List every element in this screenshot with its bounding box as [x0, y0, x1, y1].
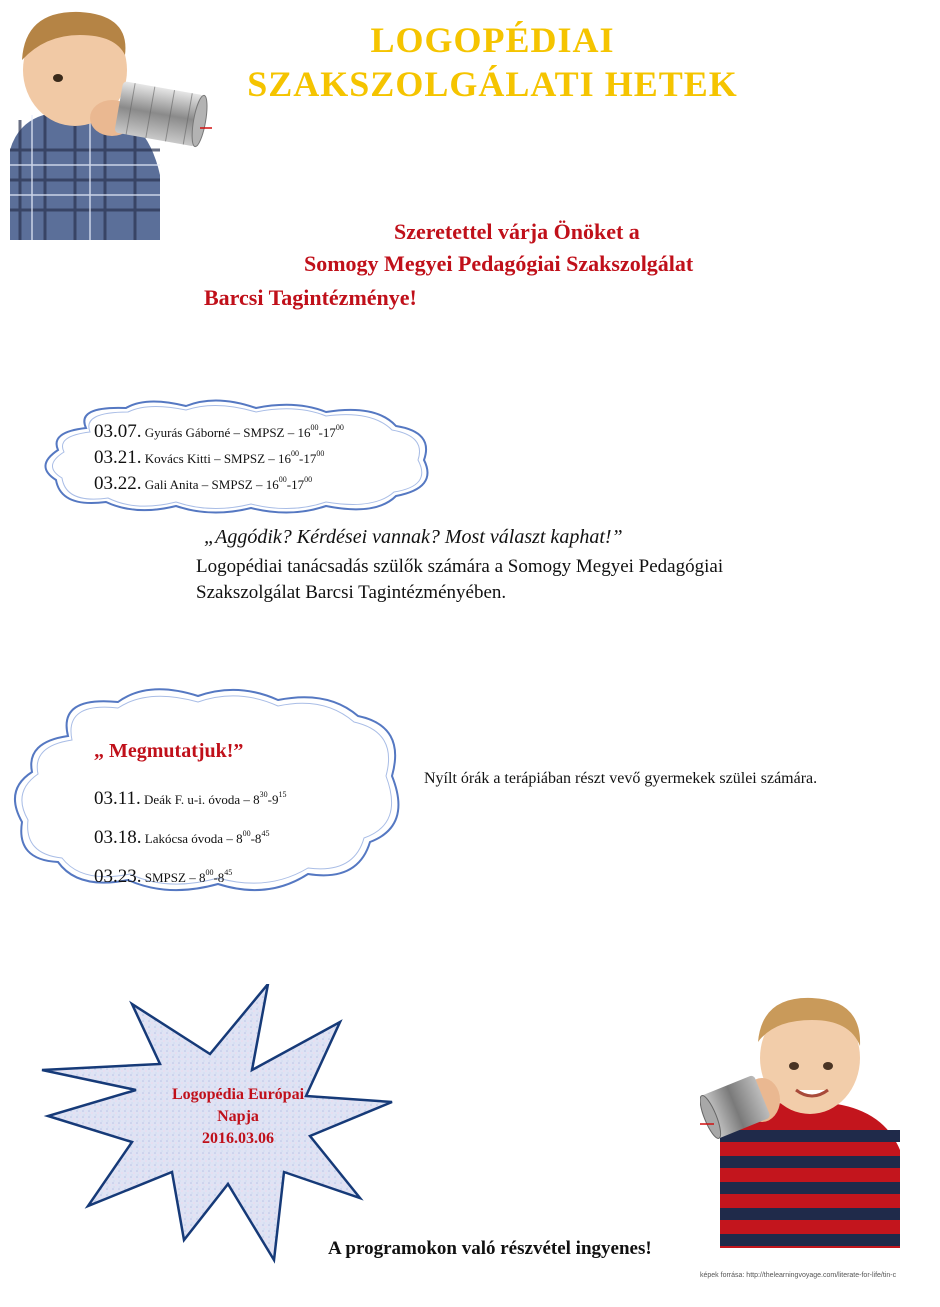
time-sup: 00 — [310, 423, 319, 432]
title-line-2: SZAKSZOLGÁLATI HETEK — [247, 64, 738, 104]
entry-text: Gali Anita – SMPSZ – 16 — [144, 477, 279, 492]
entry-date: 03.07. — [94, 421, 142, 442]
image-credit: képek forrása: http://thelearningvoyage.com/literate-for-life/tin-c — [700, 1272, 897, 1279]
time-sup: 00 — [242, 829, 251, 838]
time-sup: 45 — [261, 829, 270, 838]
star-line-1: Logopédia Európai — [171, 1086, 305, 1103]
entry-text: Kovács Kitti – SMPSZ – 16 — [144, 451, 292, 466]
entry-mid: -17 — [318, 425, 336, 440]
entry-date: 03.11. — [94, 788, 141, 809]
time-sup: 15 — [278, 790, 287, 799]
open-lesson-entry — [94, 780, 286, 819]
open-lessons-heading: „ Megmutatjuk!” — [94, 740, 244, 762]
time-sup: 00 — [291, 449, 300, 458]
entry-text: Deák F. u-i. óvoda – 8 — [144, 792, 260, 807]
consultation-entry — [94, 445, 344, 471]
open-lessons-list — [94, 780, 286, 897]
time-sup: 00 — [304, 475, 313, 484]
entry-text: Lakócsa óvoda – 8 — [144, 831, 243, 846]
consultation-entry — [94, 471, 344, 497]
consultation-list — [94, 419, 344, 497]
consultation-entry — [94, 419, 344, 445]
entry-date: 03.22. — [94, 473, 142, 494]
title-line-1: LOGOPÉDIAI — [370, 20, 615, 60]
consultation-desc-2: Szakszolgálat Barcsi Tagintézményében. — [196, 582, 507, 603]
entry-mid: -8 — [213, 870, 225, 885]
entry-date: 03.18. — [94, 827, 142, 848]
free-participation-text: A programokon való részvétel ingyenes! — [328, 1238, 652, 1259]
open-lesson-entry — [94, 819, 286, 858]
time-sup: 00 — [278, 475, 287, 484]
time-sup: 30 — [259, 790, 268, 799]
consultation-quote: „Aggódik? Kérdései vannak? Most választ kaphat!” — [204, 526, 623, 548]
time-sup: 45 — [224, 868, 233, 877]
time-sup: 00 — [316, 449, 325, 458]
open-lesson-entry — [94, 858, 286, 897]
page-title — [0, 18, 940, 106]
entry-text: Gyurás Gáborné – SMPSZ – 16 — [144, 425, 311, 440]
entry-mid: -17 — [286, 477, 305, 492]
welcome-line-1: Szeretettel várja Önöket a — [394, 219, 640, 244]
welcome-line-2: Somogy Megyei Pedagógiai Szakszolgálat — [304, 251, 694, 276]
star-line-2: Napja — [217, 1108, 259, 1125]
entry-mid: -9 — [267, 792, 279, 807]
star-label — [140, 1084, 336, 1150]
entry-date: 03.23. — [94, 866, 142, 887]
star-line-3: 2016.03.06 — [202, 1130, 274, 1147]
welcome-line-3: Barcsi Tagintézménye! — [204, 285, 417, 310]
entry-mid: -17 — [299, 451, 317, 466]
entry-date: 03.21. — [94, 447, 142, 468]
time-sup: 00 — [335, 423, 344, 432]
time-sup: 00 — [205, 868, 214, 877]
child-tin-can-photo-bottom — [700, 990, 910, 1250]
entry-mid: -8 — [250, 831, 262, 846]
open-lessons-desc: Nyílt órák a terápiában részt vevő gyermekek szülei számára. — [424, 770, 818, 787]
consultation-desc-1: Logopédiai tanácsadás szülők számára a Somogy Megyei Pedagógiai — [196, 556, 724, 577]
entry-text: SMPSZ – 8 — [144, 870, 206, 885]
